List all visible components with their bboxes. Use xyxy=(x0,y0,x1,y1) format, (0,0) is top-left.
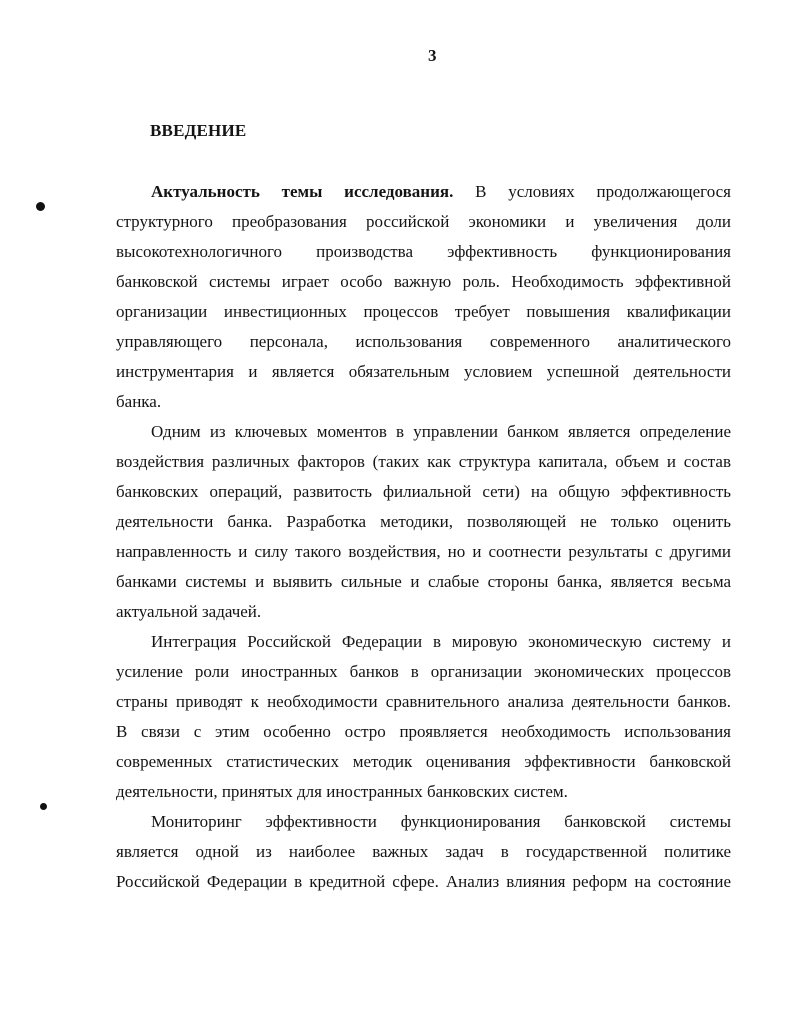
text-line: Актуальность темы исследования. В условиях продолжающегося xyxy=(151,182,731,201)
text-line: усиление роли иностранных банков в организации экономических процессов xyxy=(116,662,731,681)
text-line: банковских операций, развитость филиальной сети) на общую эффективность xyxy=(116,482,731,501)
text-line: страны приводят к необходимости сравнительного анализа деятельности банков. xyxy=(116,692,731,711)
text-line: Интеграция Российской Федерации в мировую экономическую систему и xyxy=(151,632,731,651)
bold-lead: Актуальность темы исследования. xyxy=(151,182,454,201)
section-heading: ВВЕДЕНИЕ xyxy=(150,121,247,140)
paragraph-monitoring xyxy=(116,807,731,897)
text-line: структурного преобразования российской экономики и увеличения доли xyxy=(116,212,731,231)
paragraph-integration xyxy=(116,627,731,807)
text-line: Российской Федерации в кредитной сфере. Анализ влияния реформ на состояние xyxy=(116,872,731,891)
text-line: является одной из наиболее важных задач в государственной политике xyxy=(116,842,731,861)
text-line: воздействия различных факторов (таких как структура капитала, объем и состав xyxy=(116,452,731,471)
text-line: деятельности, принятых для иностранных банковских систем. xyxy=(116,782,568,801)
text-line: направленность и силу такого воздействия, но и соотнести результаты с другими xyxy=(116,542,731,561)
text-line: банка. xyxy=(116,392,162,411)
text-line: банковской системы играет особо важную роль. Необходимость эффективной xyxy=(116,272,731,291)
binding-hole-mark xyxy=(40,803,47,810)
text-line: Мониторинг эффективности функционирования банковской системы xyxy=(151,812,731,831)
text-line: инструментария и является обязательным условием успешной деятельности xyxy=(116,362,731,381)
text-line: современных статистических методик оценивания эффективности банковской xyxy=(116,752,731,771)
paragraph-key-moments xyxy=(116,417,731,627)
binding-hole-mark xyxy=(36,202,45,211)
text-line: высокотехнологичного производства эффективность функционирования xyxy=(116,242,731,261)
text-line: банками системы и выявить сильные и слабые стороны банка, является весьма xyxy=(116,572,731,591)
text-line: организации инвестиционных процессов требует повышения квалификации xyxy=(116,302,731,321)
text-line: управляющего персонала, использования современного аналитического xyxy=(116,332,731,351)
page-number: 3 xyxy=(428,46,437,65)
text-line: деятельности банка. Разработка методики, позволяющей не только оценить xyxy=(116,512,731,531)
text-line: актуальной задачей. xyxy=(116,602,262,621)
text-line: Одним из ключевых моментов в управлении банком является определение xyxy=(151,422,731,441)
paragraph-relevance xyxy=(116,177,731,417)
text-line: В связи с этим особенно остро проявляется необходимость использования xyxy=(116,722,731,741)
